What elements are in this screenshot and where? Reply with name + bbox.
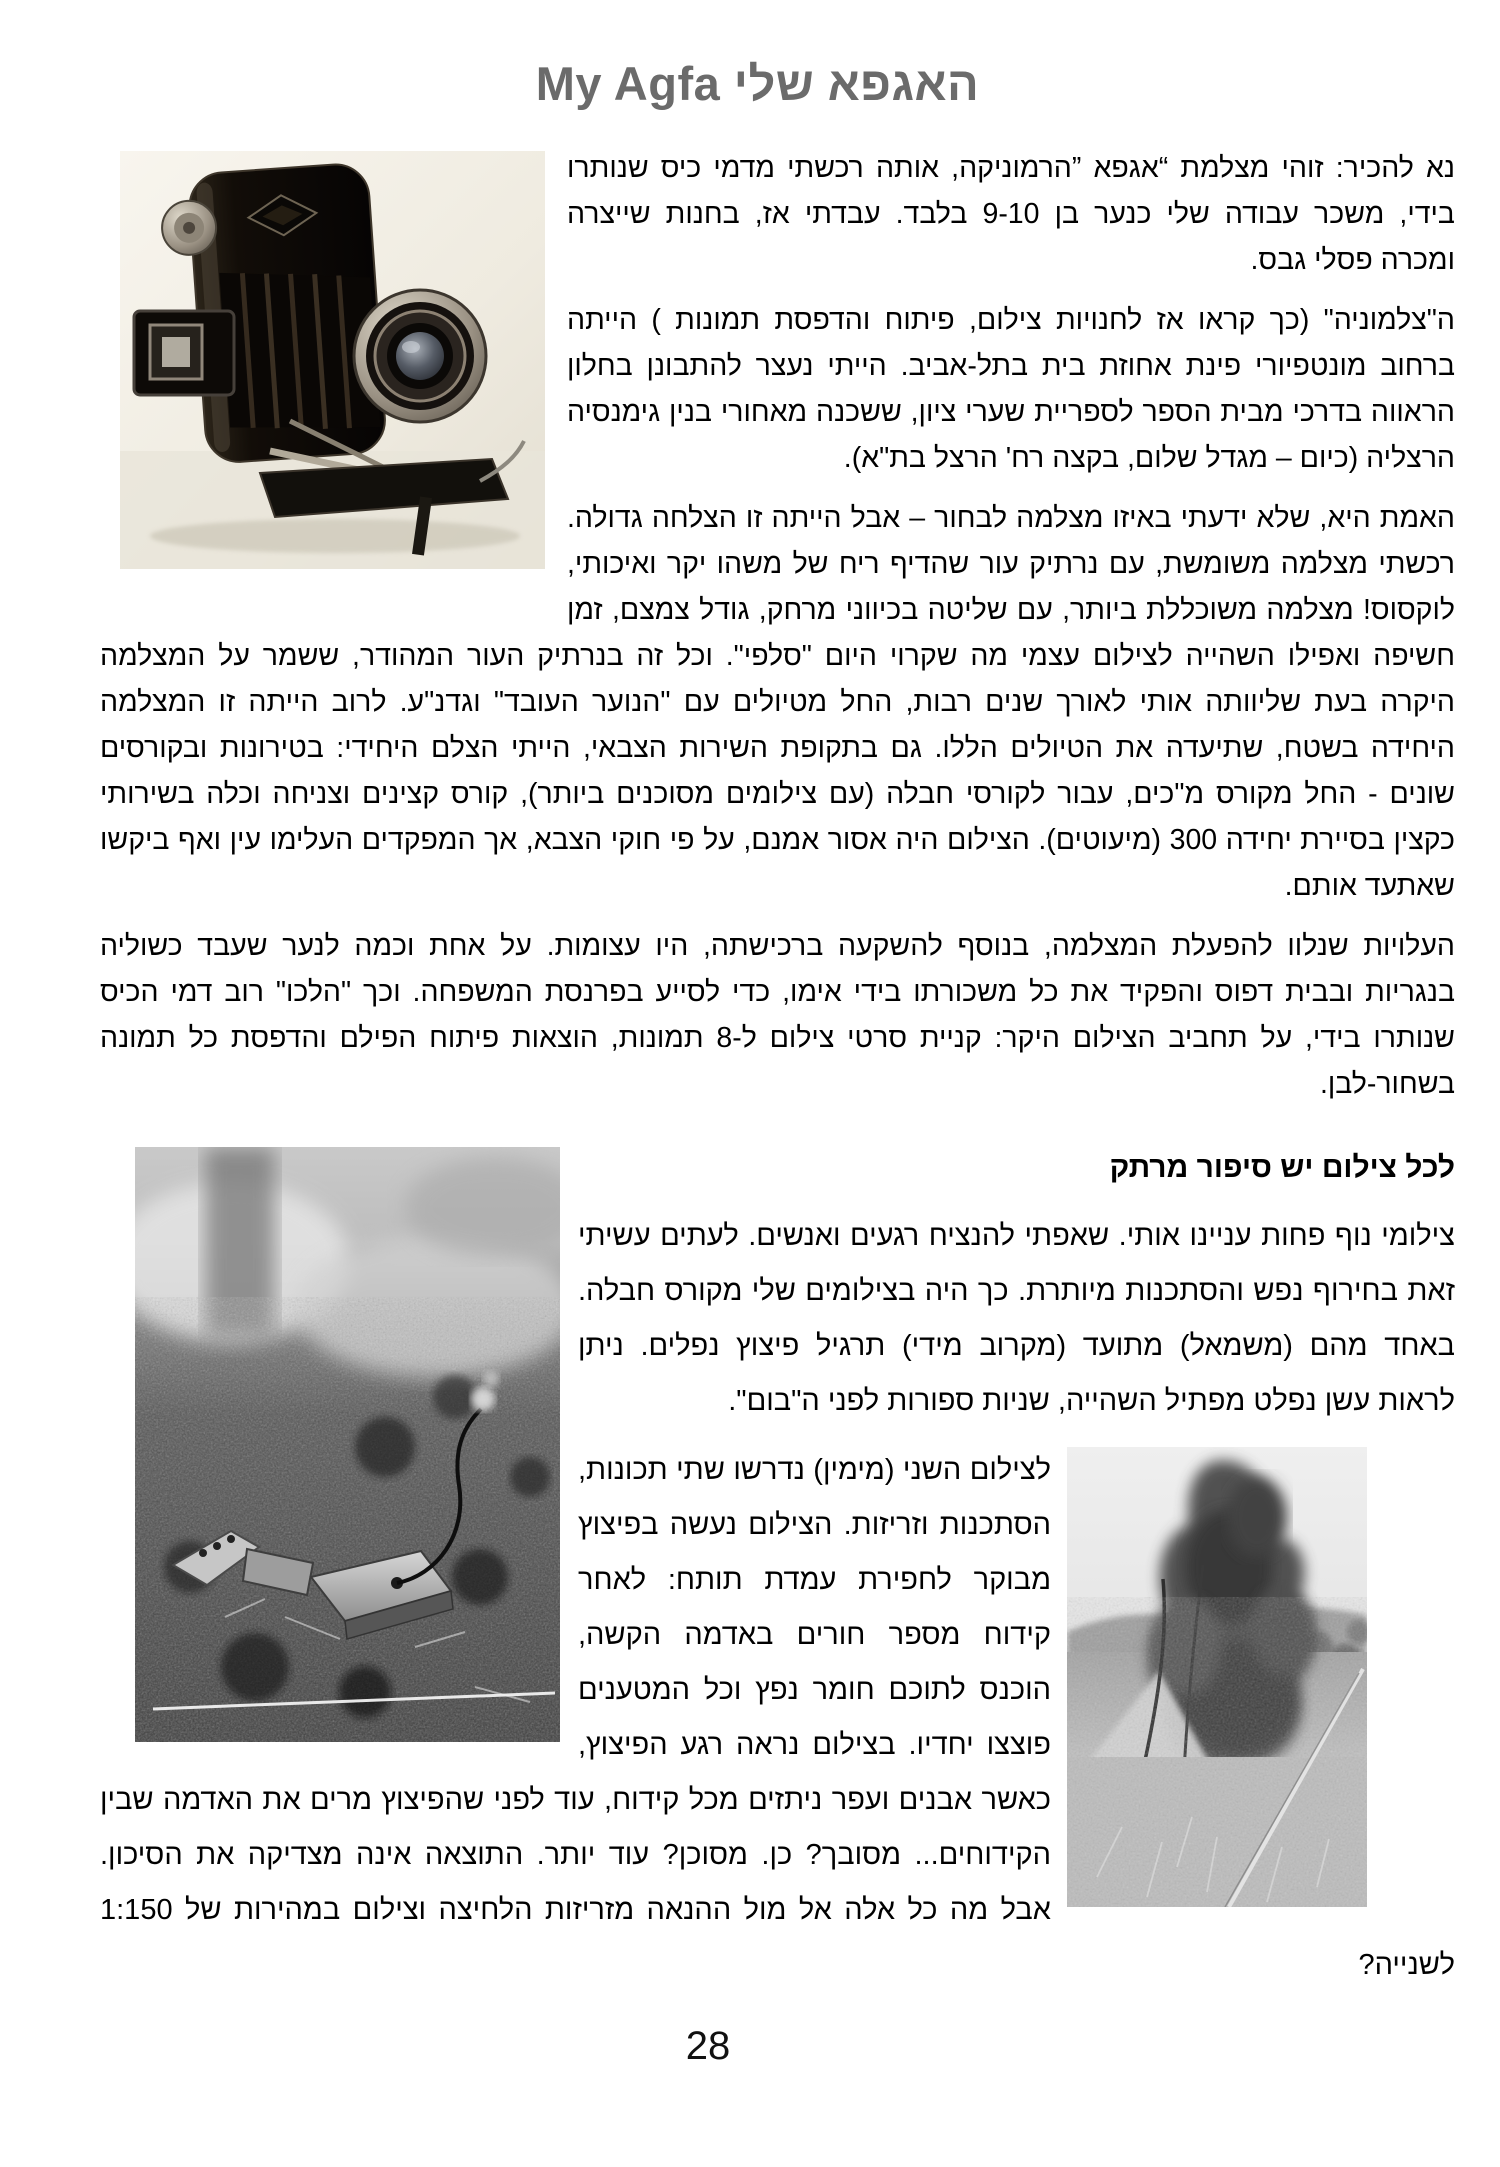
stories-section — [100, 1145, 1455, 1993]
lens-assembly — [354, 290, 486, 422]
article-body — [100, 145, 1455, 1993]
controlled-explosion-photo — [1067, 1447, 1367, 1907]
paragraph-intro: נא להכיר: זוהי מצלמת “אגפא ”הרמוניקה, אותה רכשתי מדמי כיס שנותרו בידי, משכר עבודה שלי כנער בן 9-10 בלבד. עבדתי אז, בחנות שייצרה ומכרה פסלי גבס. — [567, 152, 1455, 276]
paragraph-costs: העלויות שנלוו להפעלת המצלמה, בנוסף להשקעה ברכישתה, היו עצומות. על אחת וכמה לנער שעבד כשוליה בנגריות ובבית דפוס והפקיד את כל משכורתו בידי אימו, כדי לסייע בפרנסת המשפחה. וכך "הלכו" רוב דמי הכיס שנותרו בידי, על תחביב הצילום היקר: קניית סרטי צילום ל-8 תמונות, הוצאות פיתוח הפילם והדפסת כל תמונה בשחור-לבן. — [100, 930, 1455, 1100]
camera-shadow — [150, 519, 520, 553]
intro-section — [100, 145, 1455, 1107]
paragraph-right-photo-story: לצילום השני (מימין) נדרשו שתי תכונות, הסתכנות וזריזות. הצילום נעשה בפיצוץ מבוקר לחפירת עמדת תותח: לאחר קידוח מספר חורים באדמה הקשה, הוכנס לתוכם חומר נפץ וכל המטענים פוצצו יחדיו. בצילום נראה רגע הפיצוץ, כאשר אבנים ועפר ניתזים מכל קידוח, עוד לפני שהפיצוץ מרים את האדמה שבין הקידוחים... מסובך? כן. מסוכן? עוד יותר. התוצאה אינה מצדיקה את הסיכון. אבל מה כל אלה אל מול ההנאה מזריזות הלחיצה וצילום במהירות של 1:150 לשנייה? — [100, 1454, 1455, 1981]
vintage-folding-camera-photo — [120, 151, 545, 569]
viewfinder — [134, 311, 234, 395]
explosion-photo-figure — [1067, 1447, 1367, 1907]
demolition-charge-smoking-fuse-photo — [135, 1147, 560, 1742]
page-title: האגפא שלי My Agfa — [535, 57, 980, 110]
paragraph-photo-shop: ה"צלמוניה" (כך קראו אז לחנויות צילום, פיתוח והדפסת תמונות ) הייתה ברחוב מונטפיורי פינת אחוזת בית בתל-אביב. הייתי נעצר להתבונן בחלון הראווה בדרכי מבית הספר לספריית שערי ציון, ששכנה מאחורי בנין גימנסיה הרצליה (כיום – מגדל שלום, בקצה רח' הרצל בת"א). — [567, 304, 1455, 474]
paragraph-camera-choice: האמת היא, שלא ידעתי באיזו מצלמה לבחור – אבל הייתה זו הצלחה גדולה. רכשתי מצלמה משומשת, עם נרתיק עור שהדיף ריח של משהו יקר ואיכותי, לוקסוס! מצלמה משוכללת ביותר, עם שליטה בכיווני מרחק, גודל צמצם, זמן חשיפה ואפילו השהייה לצילום עצמי מה שקרוי היום "סלפי". וכל זה בנרתיק העור המהודר, ששמר על המצלמה היקרה בעת שליוותה אותי לאורך שנים רבות, החל מטיולים עם "הנוער העובד" וגדנ"ע. לרוב הייתה זו המצלמה היחידה בשטח, שתיעדה את הטיולים הללו. גם בתקופת השירות הצבאי, הייתי הצלם היחידי: בטירונות ובקורסים שונים - החל מקורס מ"כים, עבור לקורסי חבלה (עם צילומים מסוכנים ביותר), קורס קצינים וצניחה וכלה בשירותי כקצין בסיירת יחידה 300 (מיעוטים). הצילום היה אסור אמנם, על פי חוקי הצבא, אך המפקדים העלימו עין ואף ביקשו שאתעד אותם. — [100, 502, 1455, 902]
paragraph-left-photo-story: צילומי נוף פחות עניינו אותי. שאפתי להנציח רגעים ואנשים. לעתים עשיתי זאת בחירוף נפש והסתכנות מיותרת. כך היה בצילומים שלי מקורס חבלה. באחד מהם (משמאל) מתועד (מקרוב מידי) תרגיל פיצוץ נפלים. ניתן לראות עשן נפלט מפתיל השהייה, שניות ספורות לפני ה"בום". — [578, 1220, 1455, 1417]
section-heading: לכל צילום יש סיפור מרתק — [1109, 1151, 1455, 1184]
demolition-charge-photo-figure — [135, 1147, 560, 1742]
page-number: 28 — [685, 2024, 731, 2068]
fuse-smoke — [471, 1387, 495, 1411]
camera-photo-figure — [120, 151, 545, 569]
